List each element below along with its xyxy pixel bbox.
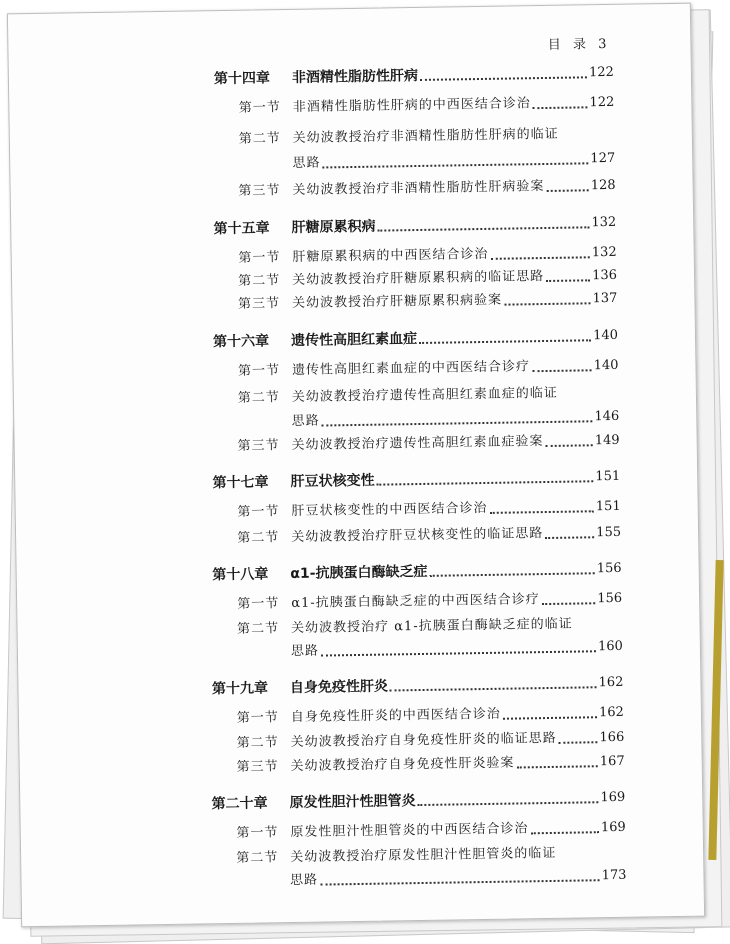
dot-leader [533,106,588,109]
page-number: 128 [590,177,616,194]
dot-leader [419,339,591,344]
page-number: 149 [594,432,620,449]
page-number: 146 [594,408,620,425]
dot-leader [323,162,589,168]
page-number: 166 [599,729,625,746]
section-number: 第二节 [237,530,280,546]
contents-page [7,3,705,928]
chapter-number: 第十四章 [213,70,271,88]
section-number: 第三节 [238,183,281,199]
section-title: 关幼波教授治疗非酒精性脂肪性肝病验案 [292,179,545,198]
dot-leader [559,741,598,744]
section-title: 关幼波教授治疗肝糖原累积病验案 [291,292,503,311]
section-number: 第一节 [237,504,280,520]
section-number: 第一节 [236,710,279,726]
page-number: 160 [597,638,623,655]
toc-chapter-entry [212,469,620,491]
toc-section-entry [237,591,622,613]
page-number: 156 [596,560,622,577]
section-number: 第三节 [237,438,280,454]
toc-chapter-entry [214,65,614,87]
dot-leader [420,76,587,81]
page-number: 132 [591,214,617,231]
section-title: 肝糖原累积病的中西医结合诊治 [292,246,489,265]
page-number: 140 [593,327,619,344]
chapter-number: 第十八章 [212,566,269,584]
toc-section-entry [239,95,615,117]
chapter-title: 非酒精性脂肪性肝病 [291,67,419,86]
page-number: 162 [598,674,624,691]
dot-leader [546,279,590,282]
toc-section-entry [236,754,624,776]
section-number: 第一节 [236,825,279,841]
section-number: 第二节 [238,273,281,289]
toc-section-entry [236,820,626,842]
page-number: 173 [601,867,627,884]
section-title: 关幼波教授治疗肝豆状核变性的临证思路 [291,526,544,546]
section-number: 第二节 [236,621,280,637]
dot-leader [532,369,592,372]
chapter-title: 自身免疫性肝炎 [289,678,389,697]
toc-chapter-entry [212,675,624,697]
dot-leader [490,510,594,514]
toc-section-entry [238,245,617,267]
dot-leader [545,536,594,539]
toc-section-entry [292,151,615,172]
section-title: 思路 [291,413,320,430]
section-title: 自身免疫性肝炎的中西医结合诊治 [290,706,501,726]
dot-leader [504,302,591,305]
dot-leader [503,716,597,719]
section-title: 思路 [289,872,319,889]
section-title: 遗传性高胆红素血症的中西医结合诊疗 [291,359,531,378]
page-number: 169 [600,819,626,836]
section-title: 关幼波教授治疗自身免疫性肝炎的临证思路 [290,730,557,751]
dot-leader [530,831,598,834]
header-page-number: 3 [598,37,607,53]
chapter-number: 第十七章 [212,474,269,492]
toc-section-entry [238,358,619,380]
toc-section-entry [237,525,621,547]
page-number: 156 [597,590,623,607]
section-title: 关幼波教授治疗肝糖原累积病的临证思路 [292,269,545,288]
toc-section-entry [237,705,624,727]
toc-chapter-entry [213,328,618,350]
dot-leader [322,420,593,426]
section-title: 关幼波教授治疗非酒精性脂肪性肝病的临证 [292,126,559,146]
section-number: 第二节 [236,735,279,751]
section-title: 关幼波教授治疗 α1-抗胰蛋白酶缺乏症的临证 [290,616,573,637]
section-title: α1-抗胰蛋白酶缺乏症的中西医结合诊疗 [291,592,540,612]
page-number: 155 [596,524,622,541]
dot-leader [321,650,596,656]
page-number: 162 [598,704,625,721]
toc-section-entry [291,639,623,660]
dot-leader [390,686,597,691]
dot-leader [418,801,599,806]
toc-section-entry [237,433,619,455]
section-title: 思路 [290,643,320,660]
chapter-title: α1-抗胰蛋白酶缺乏症 [290,563,428,583]
dot-leader [430,572,595,577]
dot-leader [490,256,589,260]
toc-section-entry [237,730,625,752]
chapter-title: 肝糖原累积病 [291,218,376,236]
chapter-number: 第十五章 [213,220,270,238]
table-of-contents [8,4,704,927]
dot-leader [377,480,594,485]
page-number: 140 [593,357,619,374]
page-number: 151 [595,468,621,485]
section-number: 第二节 [236,850,279,866]
page-number: 169 [600,789,626,806]
page-number: 167 [599,753,625,770]
section-number: 第一节 [238,100,281,116]
toc-section-entry [237,617,573,638]
toc-section-entry [290,868,627,889]
toc-section-entry [238,386,558,407]
chapter-title: 肝豆状核变性 [290,472,375,491]
section-number: 第一节 [237,596,280,612]
section-number: 第三节 [236,759,279,775]
page-number: 122 [589,94,615,111]
dot-leader [542,602,596,605]
toc-chapter-entry [213,215,616,237]
chapter-number: 第十九章 [211,680,269,698]
section-title: 非酒精性脂肪性肝病的中西医结合诊治 [292,96,531,115]
page-number: 137 [592,290,618,307]
chapter-title: 遗传性高胆红素血症 [290,331,418,350]
toc-section-entry [238,291,618,313]
toc-chapter-entry [211,790,625,812]
toc-section-entry [236,846,556,867]
section-title: 思路 [292,155,321,171]
toc-section-entry [238,268,617,290]
page-number: 136 [592,267,618,284]
section-title: 关幼波教授治疗遗传性高胆红素血症的临证 [291,385,558,405]
section-number: 第二节 [238,131,281,147]
section-number: 第二节 [237,390,281,406]
page-number: 122 [588,64,614,81]
header-label: 目 录 [547,37,591,53]
section-number: 第三节 [237,296,281,312]
dot-leader [547,189,589,192]
toc-section-entry [239,127,559,148]
section-title: 肝豆状核变性的中西医结合诊治 [291,500,488,520]
toc-section-entry [237,499,620,521]
section-number: 第一节 [237,363,281,379]
section-title: 关幼波教授治疗遗传性高胆红素血症验案 [291,434,544,454]
page-number: 132 [591,244,617,261]
section-number: 第一节 [238,250,281,266]
chapter-title: 原发性胆汁性胆管炎 [289,793,416,812]
section-title: 关幼波教授治疗自身免疫性肝炎验案 [290,755,515,775]
page-number: 127 [590,150,616,167]
toc-chapter-entry [212,561,622,583]
dot-leader [320,879,600,885]
dot-leader [546,444,593,447]
chapter-number: 第十六章 [212,333,270,351]
section-title: 关幼波教授治疗原发性胆汁性胆管炎的临证 [290,845,557,866]
toc-section-entry [238,178,615,200]
section-title: 原发性胆汁性胆管炎的中西医结合诊治 [290,821,529,841]
chapter-number: 第二十章 [211,795,268,813]
dot-leader [517,765,598,768]
page-number: 151 [595,498,621,515]
dot-leader [378,226,590,231]
toc-section-entry [292,409,620,430]
